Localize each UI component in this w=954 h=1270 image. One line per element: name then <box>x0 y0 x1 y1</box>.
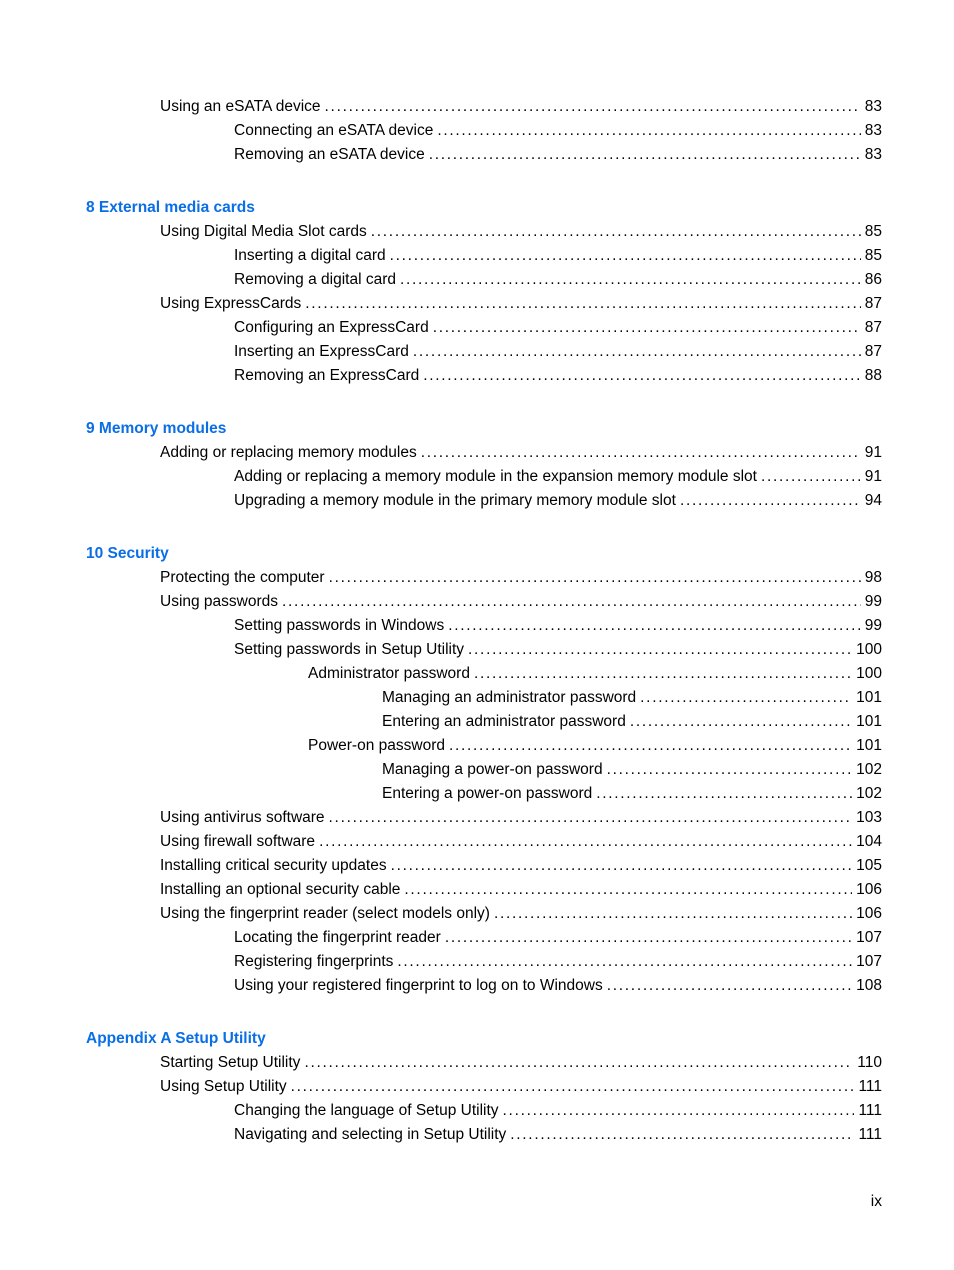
toc-entry-page: 100 <box>856 665 882 682</box>
toc-entry-title: Adding or replacing a memory module in the expansion memory module slot <box>234 468 757 485</box>
toc-entry[interactable] <box>160 1075 882 1099</box>
toc-entry-page: 83 <box>864 98 882 115</box>
dot-leader <box>474 662 852 686</box>
toc-entry-page: 102 <box>856 785 882 802</box>
toc-entry[interactable] <box>160 220 882 244</box>
toc-entry-page: 87 <box>864 319 882 336</box>
dot-leader <box>607 974 852 998</box>
dot-leader <box>400 268 861 292</box>
toc-entry-page: 110 <box>857 1054 882 1071</box>
toc-entry-page: 106 <box>856 905 882 922</box>
toc-entry[interactable] <box>160 902 882 926</box>
toc-entry[interactable] <box>160 441 882 465</box>
page-number: ix <box>870 1193 882 1210</box>
toc-entry-title: Setting passwords in Windows <box>234 617 445 634</box>
toc-entry[interactable] <box>382 710 882 734</box>
dot-leader <box>433 316 861 340</box>
toc-entry-page: 87 <box>864 343 882 360</box>
toc-entry-title: Administrator password <box>308 665 470 682</box>
toc-entry[interactable] <box>308 734 882 758</box>
toc-entry-page: 94 <box>864 492 882 509</box>
toc-entry[interactable] <box>234 465 882 489</box>
chapter-heading[interactable]: 10 Security <box>86 545 169 562</box>
toc-entry-page: 91 <box>864 468 882 485</box>
toc-entry-title: Installing critical security updates <box>160 857 387 874</box>
toc-entry-page: 108 <box>856 977 882 994</box>
toc-entry-title: Using Setup Utility <box>160 1078 287 1095</box>
chapter-heading[interactable]: 8 External media cards <box>86 199 255 216</box>
toc-entry[interactable] <box>160 292 882 316</box>
toc-entry[interactable] <box>234 364 882 388</box>
toc-entry[interactable] <box>382 782 882 806</box>
dot-leader <box>329 806 853 830</box>
toc-section <box>0 196 954 388</box>
table-of-contents <box>0 95 954 1176</box>
toc-entry[interactable] <box>234 268 882 292</box>
toc-entry-title: Inserting an ExpressCard <box>234 343 409 360</box>
dot-leader <box>448 614 861 638</box>
toc-entry-page: 83 <box>864 122 882 139</box>
toc-entry-page: 91 <box>864 444 882 461</box>
toc-entry[interactable] <box>234 244 882 268</box>
toc-entry-page: 111 <box>858 1126 882 1143</box>
dot-leader <box>423 364 861 388</box>
toc-entry-page: 83 <box>864 146 882 163</box>
toc-entry-page: 86 <box>864 271 882 288</box>
toc-entry[interactable] <box>234 638 882 662</box>
toc-section <box>0 95 954 167</box>
toc-entry-title: Changing the language of Setup Utility <box>234 1102 499 1119</box>
toc-entry-title: Managing an administrator password <box>382 689 637 706</box>
toc-entry[interactable] <box>234 614 882 638</box>
dot-leader <box>449 734 852 758</box>
toc-entry-title: Navigating and selecting in Setup Utility <box>234 1126 507 1143</box>
toc-entry-page: 107 <box>856 953 882 970</box>
toc-entry[interactable] <box>234 316 882 340</box>
toc-entry[interactable] <box>160 806 882 830</box>
dot-leader <box>429 143 861 167</box>
toc-entry[interactable] <box>308 662 882 686</box>
toc-entry[interactable] <box>160 566 882 590</box>
toc-entry-page: 88 <box>864 367 882 384</box>
toc-entry-title: Power-on password <box>308 737 445 754</box>
toc-entry-title: Using passwords <box>160 593 279 610</box>
toc-entry-page: 85 <box>864 223 882 240</box>
toc-entry-page: 106 <box>856 881 882 898</box>
toc-entry-page: 101 <box>856 713 882 730</box>
dot-leader <box>305 292 860 316</box>
toc-entry[interactable] <box>160 878 882 902</box>
dot-leader <box>630 710 852 734</box>
dot-leader <box>596 782 852 806</box>
dot-leader <box>761 465 861 489</box>
toc-entry[interactable] <box>160 590 882 614</box>
toc-entry-page: 103 <box>856 809 882 826</box>
dot-leader <box>304 1051 853 1075</box>
dot-leader <box>503 1099 855 1123</box>
toc-entry[interactable] <box>234 340 882 364</box>
toc-entry-title: Using Digital Media Slot cards <box>160 223 367 240</box>
toc-entry[interactable] <box>160 95 882 119</box>
toc-entry-title: Removing a digital card <box>234 271 396 288</box>
toc-entry-page: 100 <box>856 641 882 658</box>
toc-entry-title: Using firewall software <box>160 833 316 850</box>
dot-leader <box>607 758 853 782</box>
toc-entry-page: 101 <box>856 689 882 706</box>
toc-entry-title: Registering fingerprints <box>234 953 394 970</box>
dot-leader <box>329 566 861 590</box>
dot-leader <box>494 902 852 926</box>
dot-leader <box>680 489 861 513</box>
toc-section <box>0 542 954 998</box>
toc-entry-page: 105 <box>856 857 882 874</box>
toc-entry-page: 102 <box>856 761 882 778</box>
toc-entry-title: Protecting the computer <box>160 569 325 586</box>
toc-entry[interactable] <box>160 1051 882 1075</box>
dot-leader <box>282 590 861 614</box>
toc-entry-title: Using antivirus software <box>160 809 325 826</box>
toc-entry-title: Managing a power-on password <box>382 761 603 778</box>
toc-entry[interactable] <box>234 1099 882 1123</box>
dot-leader <box>413 340 861 364</box>
chapter-heading[interactable]: Appendix A Setup Utility <box>86 1030 266 1047</box>
toc-entry-title: Inserting a digital card <box>234 247 386 264</box>
toc-entry-title: Locating the fingerprint reader <box>234 929 441 946</box>
toc-entry-page: 85 <box>864 247 882 264</box>
dot-leader <box>445 926 852 950</box>
dot-leader <box>510 1123 854 1147</box>
toc-entry[interactable] <box>234 974 882 998</box>
dot-leader <box>390 244 861 268</box>
toc-entry-title: Setting passwords in Setup Utility <box>234 641 465 658</box>
toc-entry[interactable] <box>234 926 882 950</box>
chapter-heading[interactable]: 9 Memory modules <box>86 420 227 437</box>
toc-entry-page: 99 <box>864 617 882 634</box>
dot-leader <box>319 830 852 854</box>
toc-entry[interactable] <box>382 758 882 782</box>
dot-leader <box>640 686 852 710</box>
toc-entry-page: 99 <box>864 593 882 610</box>
toc-entry-title: Installing an optional security cable <box>160 881 401 898</box>
dot-leader <box>371 220 861 244</box>
toc-entry[interactable] <box>234 1123 882 1147</box>
toc-entry[interactable] <box>234 489 882 513</box>
toc-entry-page: 87 <box>864 295 882 312</box>
toc-entry-title: Entering a power-on password <box>382 785 593 802</box>
dot-leader <box>391 854 853 878</box>
toc-entry[interactable] <box>382 686 882 710</box>
toc-section <box>0 417 954 513</box>
toc-entry-page: 98 <box>864 569 882 586</box>
toc-entry-title: Configuring an ExpressCard <box>234 319 429 336</box>
dot-leader <box>325 95 861 119</box>
toc-entry-page: 104 <box>856 833 882 850</box>
toc-section <box>0 1027 954 1147</box>
dot-leader <box>437 119 860 143</box>
toc-entry-title: Using the fingerprint reader (select models only) <box>160 905 490 922</box>
toc-entry-title: Starting Setup Utility <box>160 1054 301 1071</box>
dot-leader <box>421 441 861 465</box>
toc-entry-title: Removing an ExpressCard <box>234 367 420 384</box>
toc-entry-title: Removing an eSATA device <box>234 146 425 163</box>
toc-entry[interactable] <box>234 143 882 167</box>
toc-entry-title: Using ExpressCards <box>160 295 302 312</box>
toc-entry[interactable] <box>160 830 882 854</box>
toc-entry[interactable] <box>234 950 882 974</box>
toc-entry-title: Adding or replacing memory modules <box>160 444 417 461</box>
dot-leader <box>291 1075 855 1099</box>
toc-entry-title: Using your registered fingerprint to log on to Windows <box>234 977 603 994</box>
toc-entry-title: Upgrading a memory module in the primary memory module slot <box>234 492 676 509</box>
toc-entry-page: 111 <box>858 1078 882 1095</box>
toc-entry-title: Entering an administrator password <box>382 713 626 730</box>
toc-entry-page: 107 <box>856 929 882 946</box>
toc-entry-page: 101 <box>856 737 882 754</box>
toc-entry-title: Connecting an eSATA device <box>234 122 434 139</box>
toc-entry[interactable] <box>160 854 882 878</box>
toc-entry-page: 111 <box>858 1102 882 1119</box>
dot-leader <box>404 878 852 902</box>
toc-entry-title: Using an eSATA device <box>160 98 321 115</box>
dot-leader <box>468 638 852 662</box>
toc-entry[interactable] <box>234 119 882 143</box>
dot-leader <box>397 950 852 974</box>
